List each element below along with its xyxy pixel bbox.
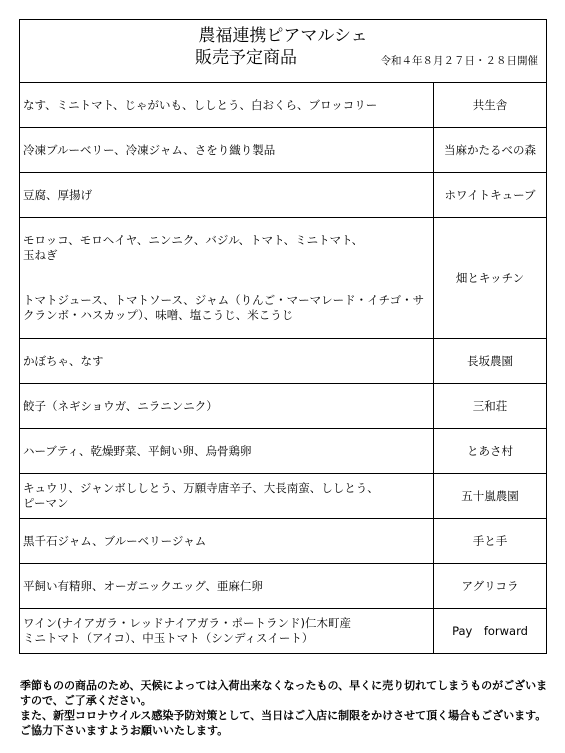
product-cell [20, 609, 434, 654]
vendor-cell: 五十嵐農園 [434, 474, 547, 519]
product-cell [20, 564, 434, 609]
product-cell [20, 429, 434, 474]
table-row [20, 429, 547, 474]
notes [20, 678, 550, 738]
table-row [20, 339, 547, 384]
product-cell [20, 474, 434, 519]
table-row [20, 218, 547, 339]
product-cell [20, 384, 434, 429]
vendor-cell: 三和荘 [434, 384, 547, 429]
page-title: 農福連携ピアマルシェ [198, 26, 368, 46]
vendor-cell: Pay forward [434, 609, 547, 654]
table-row [20, 173, 547, 218]
product-list: ワイン(ナイアガラ・レッドナイアガラ・ポートランド)仁木町産 ミニトマト（アイコ）、中玉トマト（シンディスイート） [23, 616, 351, 645]
vendor-cell: アグリコラ [434, 564, 547, 609]
product-list: 餃子（ネギショウガ、ニラニンニク） [23, 398, 218, 413]
vendor-cell: ホワイトキューブ [434, 173, 547, 218]
event-date: 令和４年８月２７日・２８日開催 [380, 55, 538, 67]
header-cell [20, 20, 547, 83]
table-row [20, 519, 547, 564]
vendor-cell: 当麻かたるべの森 [434, 128, 547, 173]
product-cell [20, 519, 434, 564]
product-cell [20, 339, 434, 384]
product-cell [20, 173, 434, 218]
note-covid: また、新型コロナウイルス感染予防対策として、当日はご入店に制限をかけさせて頂く場合もございます。ご協力下さいますようお願いいたします。 [20, 709, 547, 737]
product-list: モロッコ、モロヘイヤ、ニンニク、バジル、トマト、ミニトマト、 玉ねぎ [23, 233, 364, 262]
product-list: トマトジュース、トマトソース、ジャム（りんご・マーマレード・イチゴ・サクランボ・ハスカップ）、味噌、塩こうじ、米こうじ [23, 293, 425, 322]
product-list: 黒千石ジャム、ブルーベリージャム [23, 533, 207, 548]
product-list: ハーブティ、乾燥野菜、平飼い卵、烏骨鶏卵 [23, 443, 252, 458]
product-table [19, 19, 547, 654]
header-row [20, 20, 547, 83]
table-row [20, 128, 547, 173]
table-row [20, 384, 547, 429]
vendor-cell: 畑とキッチン [434, 218, 547, 339]
vendor-cell: とあさ村 [434, 429, 547, 474]
product-list: キュウリ、ジャンボししとう、万願寺唐辛子、大長南蛮、ししとう、 ピーマン [23, 481, 379, 510]
product-cell [20, 218, 434, 339]
vendor-cell: 共生舎 [434, 83, 547, 128]
table-row [20, 474, 547, 519]
vendor-cell: 手と手 [434, 519, 547, 564]
product-list: 平飼い有精卵、オーガニックエッグ、亜麻仁卵 [23, 578, 263, 593]
page-subtitle: 販売予定商品 [195, 48, 297, 68]
table-row [20, 564, 547, 609]
product-list: かぼちゃ、なす [23, 353, 104, 368]
vendor-cell: 長坂農園 [434, 339, 547, 384]
product-cell [20, 83, 434, 128]
product-list: 豆腐、厚揚げ [23, 187, 92, 202]
product-cell [20, 128, 434, 173]
product-list: なす、ミニトマト、じゃがいも、ししとう、白おくら、ブロッコリー [23, 97, 378, 112]
table-row [20, 609, 547, 654]
note-seasonal: 季節ものの商品のため、天候によっては入荷出来なくなったもの、早くに売り切れてしまうものがございますので、ご了承ください。 [20, 679, 548, 707]
product-list: 冷凍ブルーベリー、冷凍ジャム、さをり織り製品 [23, 142, 276, 157]
table-row [20, 83, 547, 128]
